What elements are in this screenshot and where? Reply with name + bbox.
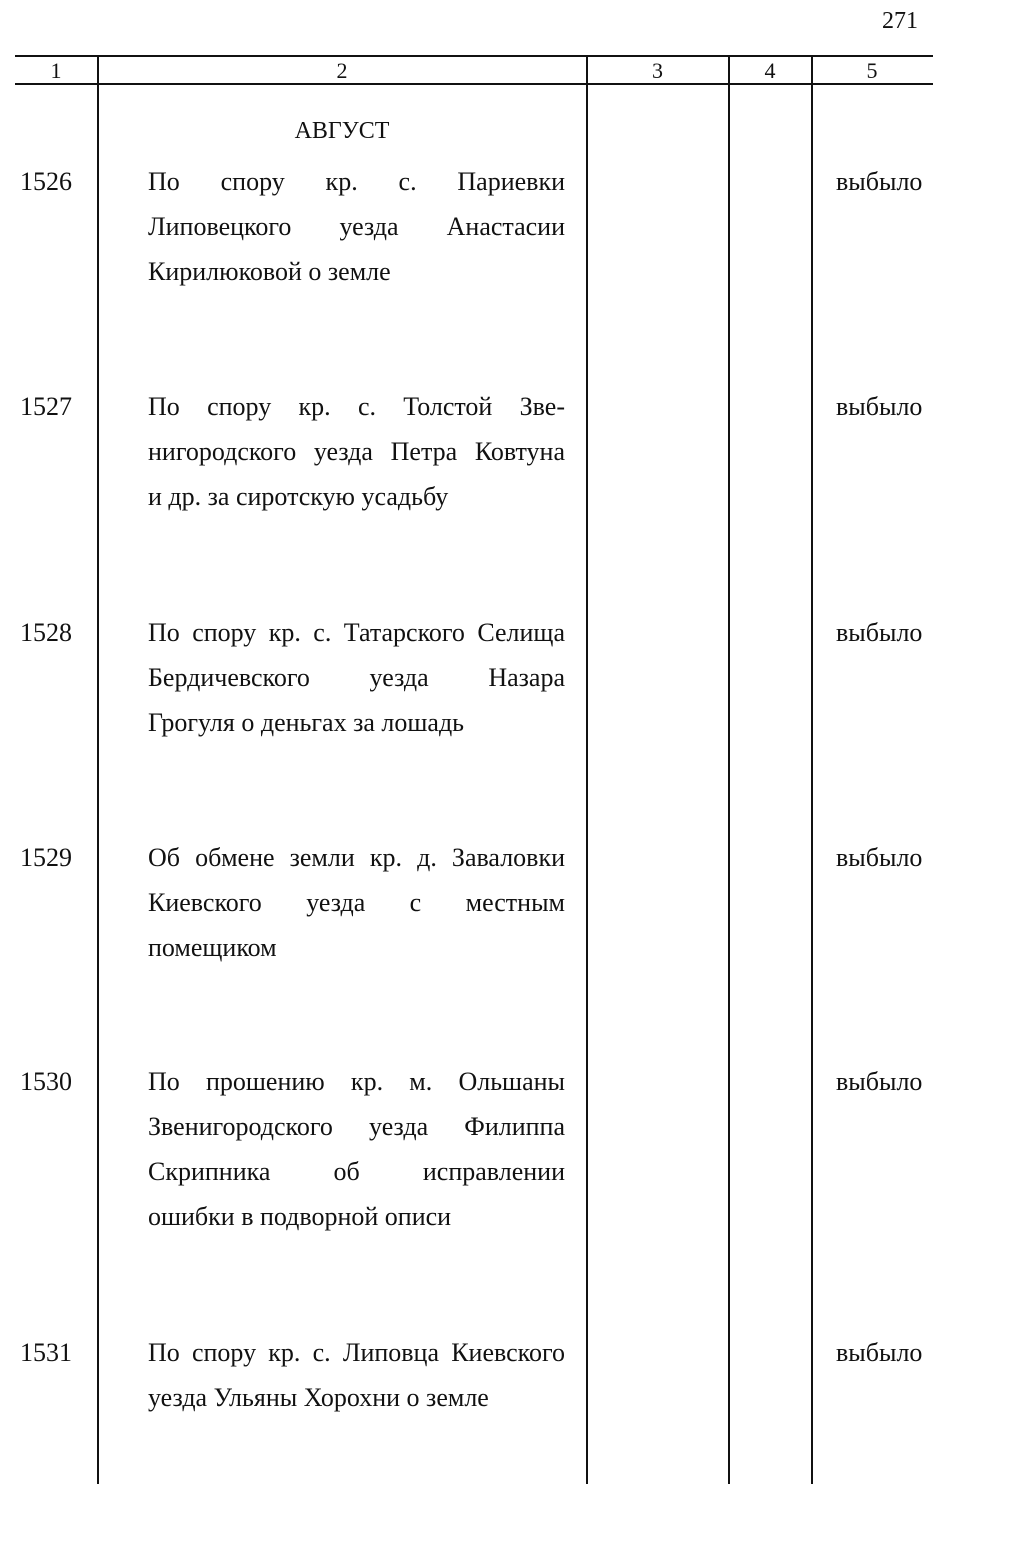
entry-status: выбыло bbox=[836, 392, 923, 421]
description-line: помещиком bbox=[148, 933, 277, 962]
entry-description bbox=[148, 1330, 565, 1420]
description-line: Киевского уезда с местным bbox=[148, 888, 565, 917]
description-line: Бердичевского уезда Назара bbox=[148, 663, 565, 692]
column-divider bbox=[586, 56, 588, 1484]
column-divider bbox=[811, 56, 813, 1484]
column-divider bbox=[728, 56, 730, 1484]
entry-status: выбыло bbox=[836, 618, 923, 647]
entry-number: 1527 bbox=[20, 392, 72, 421]
page-number: 271 bbox=[882, 8, 918, 34]
description-line: нигородского уезда Петра Ковтуна bbox=[148, 437, 565, 466]
entry-status: выбыло bbox=[836, 843, 923, 872]
entry-description bbox=[148, 835, 565, 970]
column-header-4: 4 bbox=[764, 58, 776, 83]
entry-description bbox=[148, 610, 565, 745]
description-line: уезда Ульяны Хорохни о земле bbox=[148, 1383, 489, 1412]
month-heading: АВГУСТ bbox=[294, 118, 390, 144]
column-header-2: 2 bbox=[336, 58, 348, 83]
entry-number: 1526 bbox=[20, 167, 72, 196]
entry-status: выбыло bbox=[836, 1338, 923, 1367]
description-line: Скрипника об исправлении bbox=[148, 1157, 565, 1186]
table-top-rule bbox=[15, 55, 933, 57]
description-line: Об обмене земли кр. д. Заваловки bbox=[148, 843, 565, 872]
description-line: Звенигородского уезда Филиппа bbox=[148, 1112, 565, 1141]
description-line: Липовецкого уезда Анастасии bbox=[148, 212, 565, 241]
description-line: Кирилюковой о земле bbox=[148, 257, 391, 286]
description-line: ошибки в подворной описи bbox=[148, 1202, 452, 1231]
entry-description bbox=[148, 384, 565, 519]
column-divider bbox=[97, 56, 99, 1484]
description-line: Грогуля о деньгах за лошадь bbox=[148, 708, 465, 737]
entry-description bbox=[148, 159, 565, 294]
description-line: По прошению кр. м. Ольшаны bbox=[148, 1067, 565, 1096]
description-line: По спору кр. с. Липовца Киевского bbox=[148, 1338, 565, 1367]
column-header-3: 3 bbox=[652, 58, 663, 83]
entry-number: 1530 bbox=[20, 1067, 72, 1096]
entry-number: 1531 bbox=[20, 1338, 72, 1367]
entry-number: 1529 bbox=[20, 843, 72, 872]
description-line: По спору кр. с. Париевки bbox=[148, 167, 565, 196]
description-line: По спору кр. с. Татарского Селища bbox=[148, 618, 565, 647]
entry-status: выбыло bbox=[836, 167, 923, 196]
entry-number: 1528 bbox=[20, 618, 72, 647]
description-line: и др. за сиротскую усадьбу bbox=[148, 482, 449, 511]
description-line: По спору кр. с. Толстой Зве- bbox=[148, 392, 565, 421]
entry-description bbox=[148, 1059, 565, 1239]
column-header-5: 5 bbox=[866, 58, 878, 83]
entry-status: выбыло bbox=[836, 1067, 923, 1096]
column-header-1: 1 bbox=[50, 58, 62, 83]
